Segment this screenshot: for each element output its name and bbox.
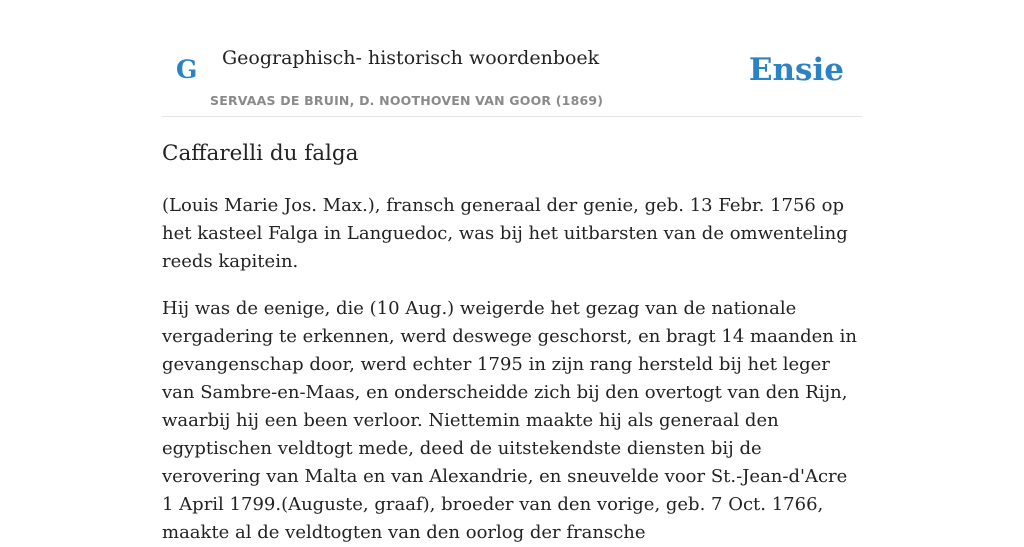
entry-paragraph-2: Hij was de eenige, die (10 Aug.) weigerde het gezag van de nationale vergadering te erkennen, werd deswege geschorst, en bragt 14 maanden in gevangenschap door, werd echter 1795 in zijn rang hersteld bij het leger van Sambre-en-Maas, en onderscheidde zich bij den overtogt van den Rijn, waarbij hij een been verloor. Niettemin maakte hij als generaal den egyptischen veldtogt mede, deed de uitstekendste diensten bij de verovering van Malta en van Alexandrie, en sneuvelde voor St.-Jean-d'Acre 1 April 1799.(Auguste, graaf), broeder van den vorige, geb. 7 Oct. 1766, maakte al de veldtogten van den oorlog der fransche [162,298,857,543]
entry-title: Caffarelli du falga [162,141,359,166]
book-title-link[interactable]: Geographisch- historisch woordenboek [222,47,600,69]
entry-article [162,138,862,547]
site-header [162,0,862,117]
book-authors: SERVAAS DE BRUIN, D. NOOTHOVEN VAN GOOR (1869) [210,93,604,108]
entry-paragraph-1: (Louis Marie Jos. Max.), fransch generaal der genie, geb. 13 Febr. 1756 op het kasteel Falga in Languedoc, was bij het uitbarsten van de omwenteling reeds kapitein. [162,195,848,272]
ensie-logo[interactable]: Ensie [748,52,844,88]
book-logo-icon[interactable]: G [176,55,198,84]
